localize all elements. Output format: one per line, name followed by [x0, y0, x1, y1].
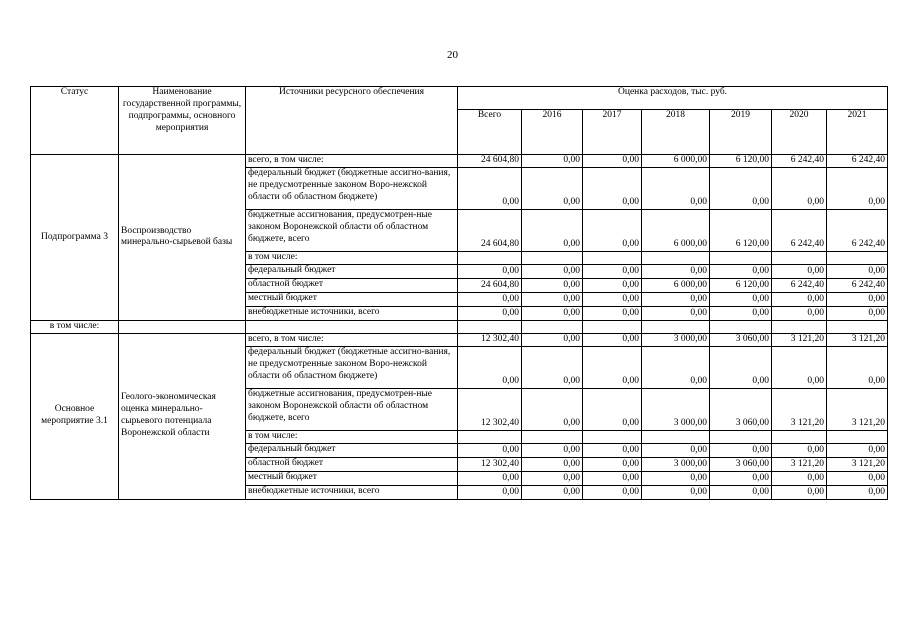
value-cell: 0,00: [642, 264, 710, 278]
value-cell: 0,00: [522, 155, 583, 168]
header-status: Статус: [31, 87, 119, 155]
value-cell: 0,00: [522, 388, 583, 430]
table-row: [31, 155, 888, 168]
value-cell: 0,00: [458, 168, 522, 210]
value-cell: 0,00: [710, 485, 772, 499]
empty-cell: [827, 252, 888, 265]
value-cell: 0,00: [642, 485, 710, 499]
value-cell: 0,00: [522, 168, 583, 210]
value-cell: 12 302,40: [458, 457, 522, 471]
budget-table: [30, 86, 888, 500]
separator-label: в том числе:: [31, 320, 119, 333]
empty-cell: [710, 252, 772, 265]
source-label: федеральный бюджет: [246, 264, 458, 278]
empty-cell: [583, 252, 642, 265]
header-sources: Источники ресурсного обеспечения: [246, 87, 458, 155]
value-cell: 0,00: [583, 292, 642, 306]
empty-cell: [522, 320, 583, 333]
value-cell: 0,00: [522, 264, 583, 278]
header-year: 2016: [522, 110, 583, 155]
value-cell: 24 604,80: [458, 278, 522, 292]
value-cell: 6 120,00: [710, 155, 772, 168]
name-cell: Воспроизводство минерально-сырьевой базы: [119, 155, 246, 321]
value-cell: 6 242,40: [827, 155, 888, 168]
empty-cell: [772, 252, 827, 265]
empty-cell: [710, 430, 772, 443]
value-cell: 6 242,40: [772, 210, 827, 252]
value-cell: 6 000,00: [642, 155, 710, 168]
source-label: всего, в том числе:: [246, 333, 458, 346]
value-cell: 12 302,40: [458, 333, 522, 346]
value-cell: 0,00: [458, 485, 522, 499]
value-cell: 0,00: [642, 443, 710, 457]
value-cell: 0,00: [583, 388, 642, 430]
value-cell: 0,00: [642, 346, 710, 388]
value-cell: 0,00: [583, 485, 642, 499]
value-cell: 0,00: [827, 306, 888, 320]
value-cell: 0,00: [522, 346, 583, 388]
value-cell: 0,00: [583, 278, 642, 292]
source-label: местный бюджет: [246, 292, 458, 306]
value-cell: 0,00: [458, 292, 522, 306]
value-cell: 0,00: [583, 443, 642, 457]
table-row: [31, 333, 888, 346]
value-cell: 0,00: [522, 292, 583, 306]
value-cell: 0,00: [827, 346, 888, 388]
empty-cell: [642, 430, 710, 443]
value-cell: 0,00: [642, 292, 710, 306]
value-cell: 0,00: [710, 168, 772, 210]
empty-cell: [522, 252, 583, 265]
value-cell: 0,00: [772, 168, 827, 210]
value-cell: 0,00: [458, 306, 522, 320]
value-cell: 6 120,00: [710, 278, 772, 292]
value-cell: 0,00: [772, 346, 827, 388]
value-cell: 0,00: [583, 210, 642, 252]
source-label: областной бюджет: [246, 278, 458, 292]
value-cell: 3 000,00: [642, 388, 710, 430]
empty-cell: [827, 430, 888, 443]
value-cell: 0,00: [772, 471, 827, 485]
value-cell: 24 604,80: [458, 155, 522, 168]
value-cell: 3 121,20: [772, 457, 827, 471]
value-cell: 6 242,40: [772, 278, 827, 292]
header-year: 2021: [827, 110, 888, 155]
value-cell: 3 000,00: [642, 457, 710, 471]
empty-cell: [710, 320, 772, 333]
value-cell: 0,00: [642, 471, 710, 485]
page-number: 20: [447, 49, 458, 61]
value-cell: 0,00: [827, 443, 888, 457]
value-cell: 3 121,20: [827, 388, 888, 430]
name-cell: Геолого-экономическая оценка минерально-сырьевого потенциала Воронежской области: [119, 333, 246, 499]
empty-cell: [642, 252, 710, 265]
source-label: внебюджетные источники, всего: [246, 485, 458, 499]
value-cell: 0,00: [583, 168, 642, 210]
value-cell: 0,00: [583, 333, 642, 346]
source-label: бюджетные ассигнования, предусмотрен-ные законом Воронежской области об областном бюджете, всего: [246, 210, 458, 252]
empty-cell: [522, 430, 583, 443]
value-cell: 0,00: [710, 306, 772, 320]
status-cell: Основное мероприятие 3.1: [31, 333, 119, 499]
value-cell: 0,00: [458, 443, 522, 457]
empty-cell: [458, 252, 522, 265]
value-cell: 3 060,00: [710, 457, 772, 471]
value-cell: 0,00: [710, 443, 772, 457]
empty-cell: [583, 320, 642, 333]
status-cell: Подпрограмма 3: [31, 155, 119, 321]
value-cell: 3 121,20: [827, 333, 888, 346]
header-year: 2018: [642, 110, 710, 155]
empty-cell: [246, 320, 458, 333]
value-cell: 0,00: [827, 168, 888, 210]
value-cell: 0,00: [827, 471, 888, 485]
source-label: всего, в том числе:: [246, 155, 458, 168]
value-cell: 0,00: [710, 346, 772, 388]
empty-cell: [642, 320, 710, 333]
value-cell: 0,00: [710, 471, 772, 485]
value-cell: 0,00: [772, 264, 827, 278]
value-cell: 3 121,20: [827, 457, 888, 471]
value-cell: 0,00: [583, 155, 642, 168]
value-cell: 6 242,40: [827, 210, 888, 252]
header-year: 2020: [772, 110, 827, 155]
value-cell: 0,00: [642, 168, 710, 210]
empty-cell: [119, 320, 246, 333]
value-cell: 0,00: [827, 485, 888, 499]
value-cell: 3 060,00: [710, 333, 772, 346]
value-cell: 0,00: [583, 264, 642, 278]
value-cell: 3 121,20: [772, 333, 827, 346]
empty-cell: [583, 430, 642, 443]
header-estimate: Оценка расходов, тыс. руб.: [458, 87, 888, 110]
source-label: местный бюджет: [246, 471, 458, 485]
value-cell: 0,00: [522, 443, 583, 457]
source-label: в том числе:: [246, 252, 458, 265]
value-cell: 0,00: [710, 292, 772, 306]
source-label: федеральный бюджет (бюджетные ассигно-вания, не предусмотренные законом Воро-нежской области об областном бюджете): [246, 346, 458, 388]
value-cell: 0,00: [522, 485, 583, 499]
value-cell: 0,00: [583, 346, 642, 388]
value-cell: 6 242,40: [772, 155, 827, 168]
separator-row: [31, 320, 888, 333]
value-cell: 0,00: [522, 306, 583, 320]
value-cell: 3 121,20: [772, 388, 827, 430]
value-cell: 0,00: [772, 485, 827, 499]
value-cell: 0,00: [522, 333, 583, 346]
empty-cell: [458, 320, 522, 333]
value-cell: 0,00: [458, 471, 522, 485]
value-cell: 6 000,00: [642, 210, 710, 252]
source-label: областной бюджет: [246, 457, 458, 471]
value-cell: 0,00: [522, 210, 583, 252]
value-cell: 0,00: [772, 292, 827, 306]
value-cell: 3 000,00: [642, 333, 710, 346]
value-cell: 0,00: [772, 306, 827, 320]
value-cell: 0,00: [827, 292, 888, 306]
source-label: внебюджетные источники, всего: [246, 306, 458, 320]
value-cell: 0,00: [772, 443, 827, 457]
source-label: федеральный бюджет: [246, 443, 458, 457]
value-cell: 0,00: [522, 457, 583, 471]
value-cell: 0,00: [583, 471, 642, 485]
value-cell: 0,00: [642, 306, 710, 320]
source-label: в том числе:: [246, 430, 458, 443]
empty-cell: [458, 430, 522, 443]
value-cell: 0,00: [458, 264, 522, 278]
header-name: Наименование государственной программы, подпрограммы, основного мероприятия: [119, 87, 246, 155]
source-label: федеральный бюджет (бюджетные ассигно-вания, не предусмотренные законом Воро-нежской области об областном бюджете): [246, 168, 458, 210]
value-cell: 0,00: [583, 306, 642, 320]
header-year: 2017: [583, 110, 642, 155]
empty-cell: [827, 320, 888, 333]
value-cell: 3 060,00: [710, 388, 772, 430]
value-cell: 24 604,80: [458, 210, 522, 252]
empty-cell: [772, 430, 827, 443]
value-cell: 6 000,00: [642, 278, 710, 292]
header-year: 2019: [710, 110, 772, 155]
empty-cell: [772, 320, 827, 333]
value-cell: 6 242,40: [827, 278, 888, 292]
value-cell: 0,00: [710, 264, 772, 278]
value-cell: 0,00: [522, 278, 583, 292]
value-cell: 0,00: [827, 264, 888, 278]
value-cell: 0,00: [458, 346, 522, 388]
source-label: бюджетные ассигнования, предусмотрен-ные законом Воронежской области об областном бюджете, всего: [246, 388, 458, 430]
value-cell: 0,00: [583, 457, 642, 471]
value-cell: 6 120,00: [710, 210, 772, 252]
header-total: Всего: [458, 110, 522, 155]
value-cell: 0,00: [522, 471, 583, 485]
value-cell: 12 302,40: [458, 388, 522, 430]
